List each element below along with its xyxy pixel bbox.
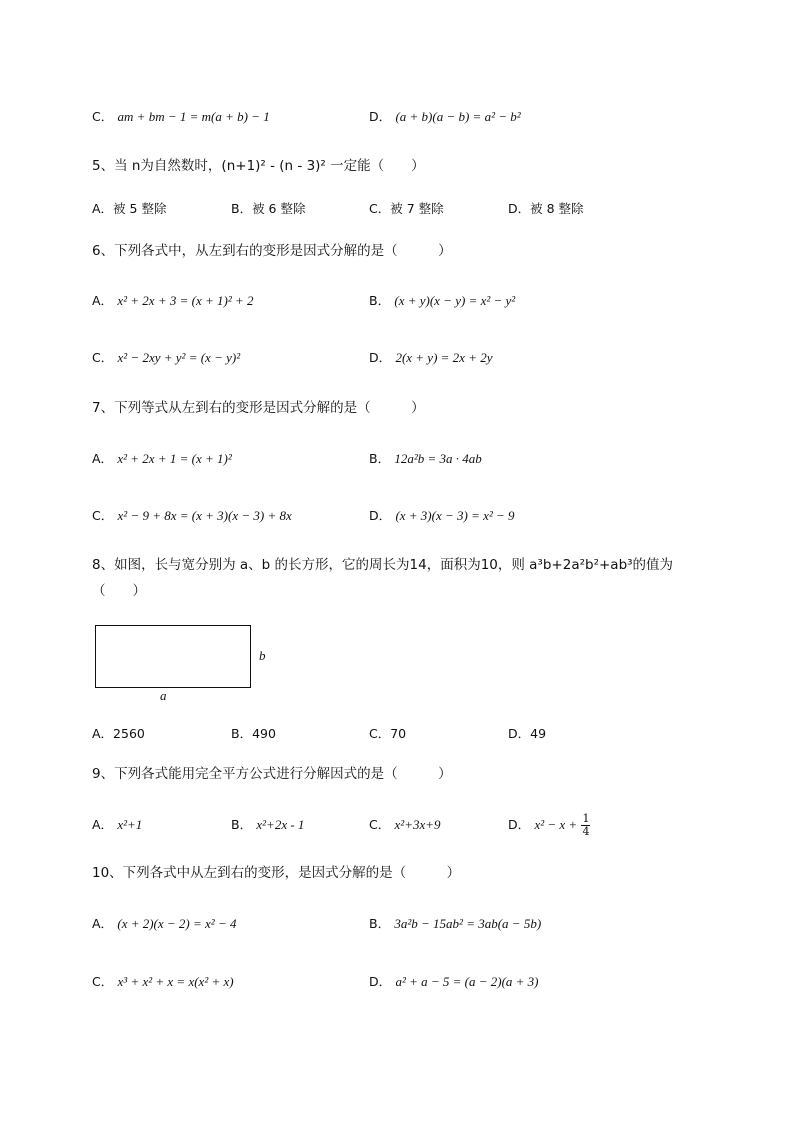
- rectangle-label-b: b: [259, 648, 266, 663]
- q7-stem: 7、下列等式从左到右的变形是因式分解的是（ ）: [92, 400, 425, 416]
- q6-option-d-label: D．: [369, 350, 392, 365]
- q8-stem: 8、如图，长与宽分别为 a、b 的长方形，它的周长为14，面积为10，则 a³b+2a²b²+ab³的值为: [92, 557, 674, 573]
- q7-option-d: [369, 507, 515, 525]
- q6-stem: 6、下列各式中，从左到右的变形是因式分解的是（ ）: [92, 243, 452, 259]
- q6-option-c-label: C．: [92, 350, 114, 365]
- rectangle-figure: [90, 620, 280, 706]
- q9-option-c-expr: x²+3x+9: [394, 817, 441, 832]
- rectangle-label-a: a: [160, 688, 167, 703]
- q7-option-c-label: C．: [92, 508, 114, 523]
- q6-option-d: [369, 349, 493, 367]
- q6-option-a-expr: x² + 2x + 3 = (x + 1)² + 2: [117, 293, 254, 308]
- q4-option-d-label: D．: [369, 109, 392, 124]
- q10-option-b-label: B．: [369, 916, 391, 931]
- q7-option-b-expr: 12a²b = 3a · 4ab: [394, 451, 482, 466]
- q5-option-d: D．被 8 整除: [508, 201, 584, 216]
- q9-option-b-label: B．: [231, 817, 253, 832]
- rectangle-shape: [96, 626, 251, 688]
- q9-option-c-label: C．: [369, 817, 391, 832]
- q10-option-c-label: C．: [92, 974, 114, 989]
- q5-option-c: C．被 7 整除: [369, 201, 444, 216]
- q7-option-c: [92, 507, 292, 525]
- q10-option-c: [92, 973, 234, 991]
- q10-option-d-label: D．: [369, 974, 392, 989]
- q6-option-b: [369, 292, 515, 310]
- q5-option-a: A．被 5 整除: [92, 201, 167, 216]
- q8-option-d: D．49: [508, 726, 547, 741]
- q10-option-a-expr: (x + 2)(x − 2) = x² − 4: [117, 916, 237, 931]
- q9-option-d-expr: x² − x +: [534, 817, 578, 832]
- q9-option-d-fraction: [581, 813, 590, 838]
- q9-option-d: [508, 810, 590, 840]
- fraction-denominator: 4: [582, 825, 590, 838]
- q9-option-d-label: D．: [508, 817, 531, 832]
- q10-option-d-expr: a² + a − 5 = (a − 2)(a + 3): [395, 974, 539, 989]
- q7-option-d-label: D．: [369, 508, 392, 523]
- q7-option-b: [369, 450, 482, 468]
- q4-option-c-expr: am + bm − 1 = m(a + b) − 1: [117, 109, 270, 124]
- q6-option-b-expr: (x + y)(x − y) = x² − y²: [394, 293, 516, 308]
- q7-option-a-label: A．: [92, 451, 114, 466]
- q8-option-c: C．70: [369, 726, 407, 741]
- q8-option-a: A．2560: [92, 726, 145, 741]
- q6-option-a: [92, 292, 254, 310]
- q9-option-a-expr: x²+1: [117, 817, 143, 832]
- q9-option-c: [369, 816, 441, 834]
- q7-option-b-label: B．: [369, 451, 391, 466]
- q9-stem: 9、下列各式能用完全平方公式进行分解因式的是（ ）: [92, 766, 452, 782]
- q10-option-a: [92, 915, 236, 933]
- q6-option-b-label: B．: [369, 293, 391, 308]
- q9-option-a: [92, 816, 142, 834]
- q6-option-c: [92, 349, 240, 367]
- q7-option-c-expr: x² − 9 + 8x = (x + 3)(x − 3) + 8x: [117, 508, 292, 523]
- q6-option-a-label: A．: [92, 293, 114, 308]
- q7-option-d-expr: (x + 3)(x − 3) = x² − 9: [395, 508, 515, 523]
- q6-option-d-expr: 2(x + y) = 2x + 2y: [395, 350, 493, 365]
- q10-option-b-expr: 3a²b − 15ab² = 3ab(a − 5b): [394, 916, 542, 931]
- q10-stem: 10、下列各式中从左到右的变形，是因式分解的是（ ）: [92, 865, 461, 881]
- q9-option-a-label: A．: [92, 817, 114, 832]
- q7-option-a: [92, 450, 232, 468]
- q7-option-a-expr: x² + 2x + 1 = (x + 1)²: [117, 451, 232, 466]
- q10-option-d: [369, 973, 539, 991]
- q6-option-c-expr: x² − 2xy + y² = (x − y)²: [117, 350, 241, 365]
- q9-option-b: [231, 816, 304, 834]
- q10-option-a-label: A．: [92, 916, 114, 931]
- q10-option-c-expr: x³ + x² + x = x(x² + x): [117, 974, 234, 989]
- q4-option-c: [92, 108, 270, 126]
- q8-option-b: B．490: [231, 726, 276, 741]
- q4-option-d: [369, 108, 521, 126]
- q9-option-b-expr: x²+2x - 1: [256, 817, 305, 832]
- q4-option-d-expr: (a + b)(a − b) = a² − b²: [395, 109, 521, 124]
- q5-stem: 5、当 n为自然数时，(n+1)² - (n - 3)² 一定能（ ）: [92, 158, 425, 174]
- fraction-numerator: 1: [582, 812, 590, 825]
- q4-option-c-label: C．: [92, 109, 114, 124]
- q8-stem-continued: （ ）: [92, 583, 146, 599]
- q10-option-b: [369, 915, 541, 933]
- q5-option-b: B．被 6 整除: [231, 201, 306, 216]
